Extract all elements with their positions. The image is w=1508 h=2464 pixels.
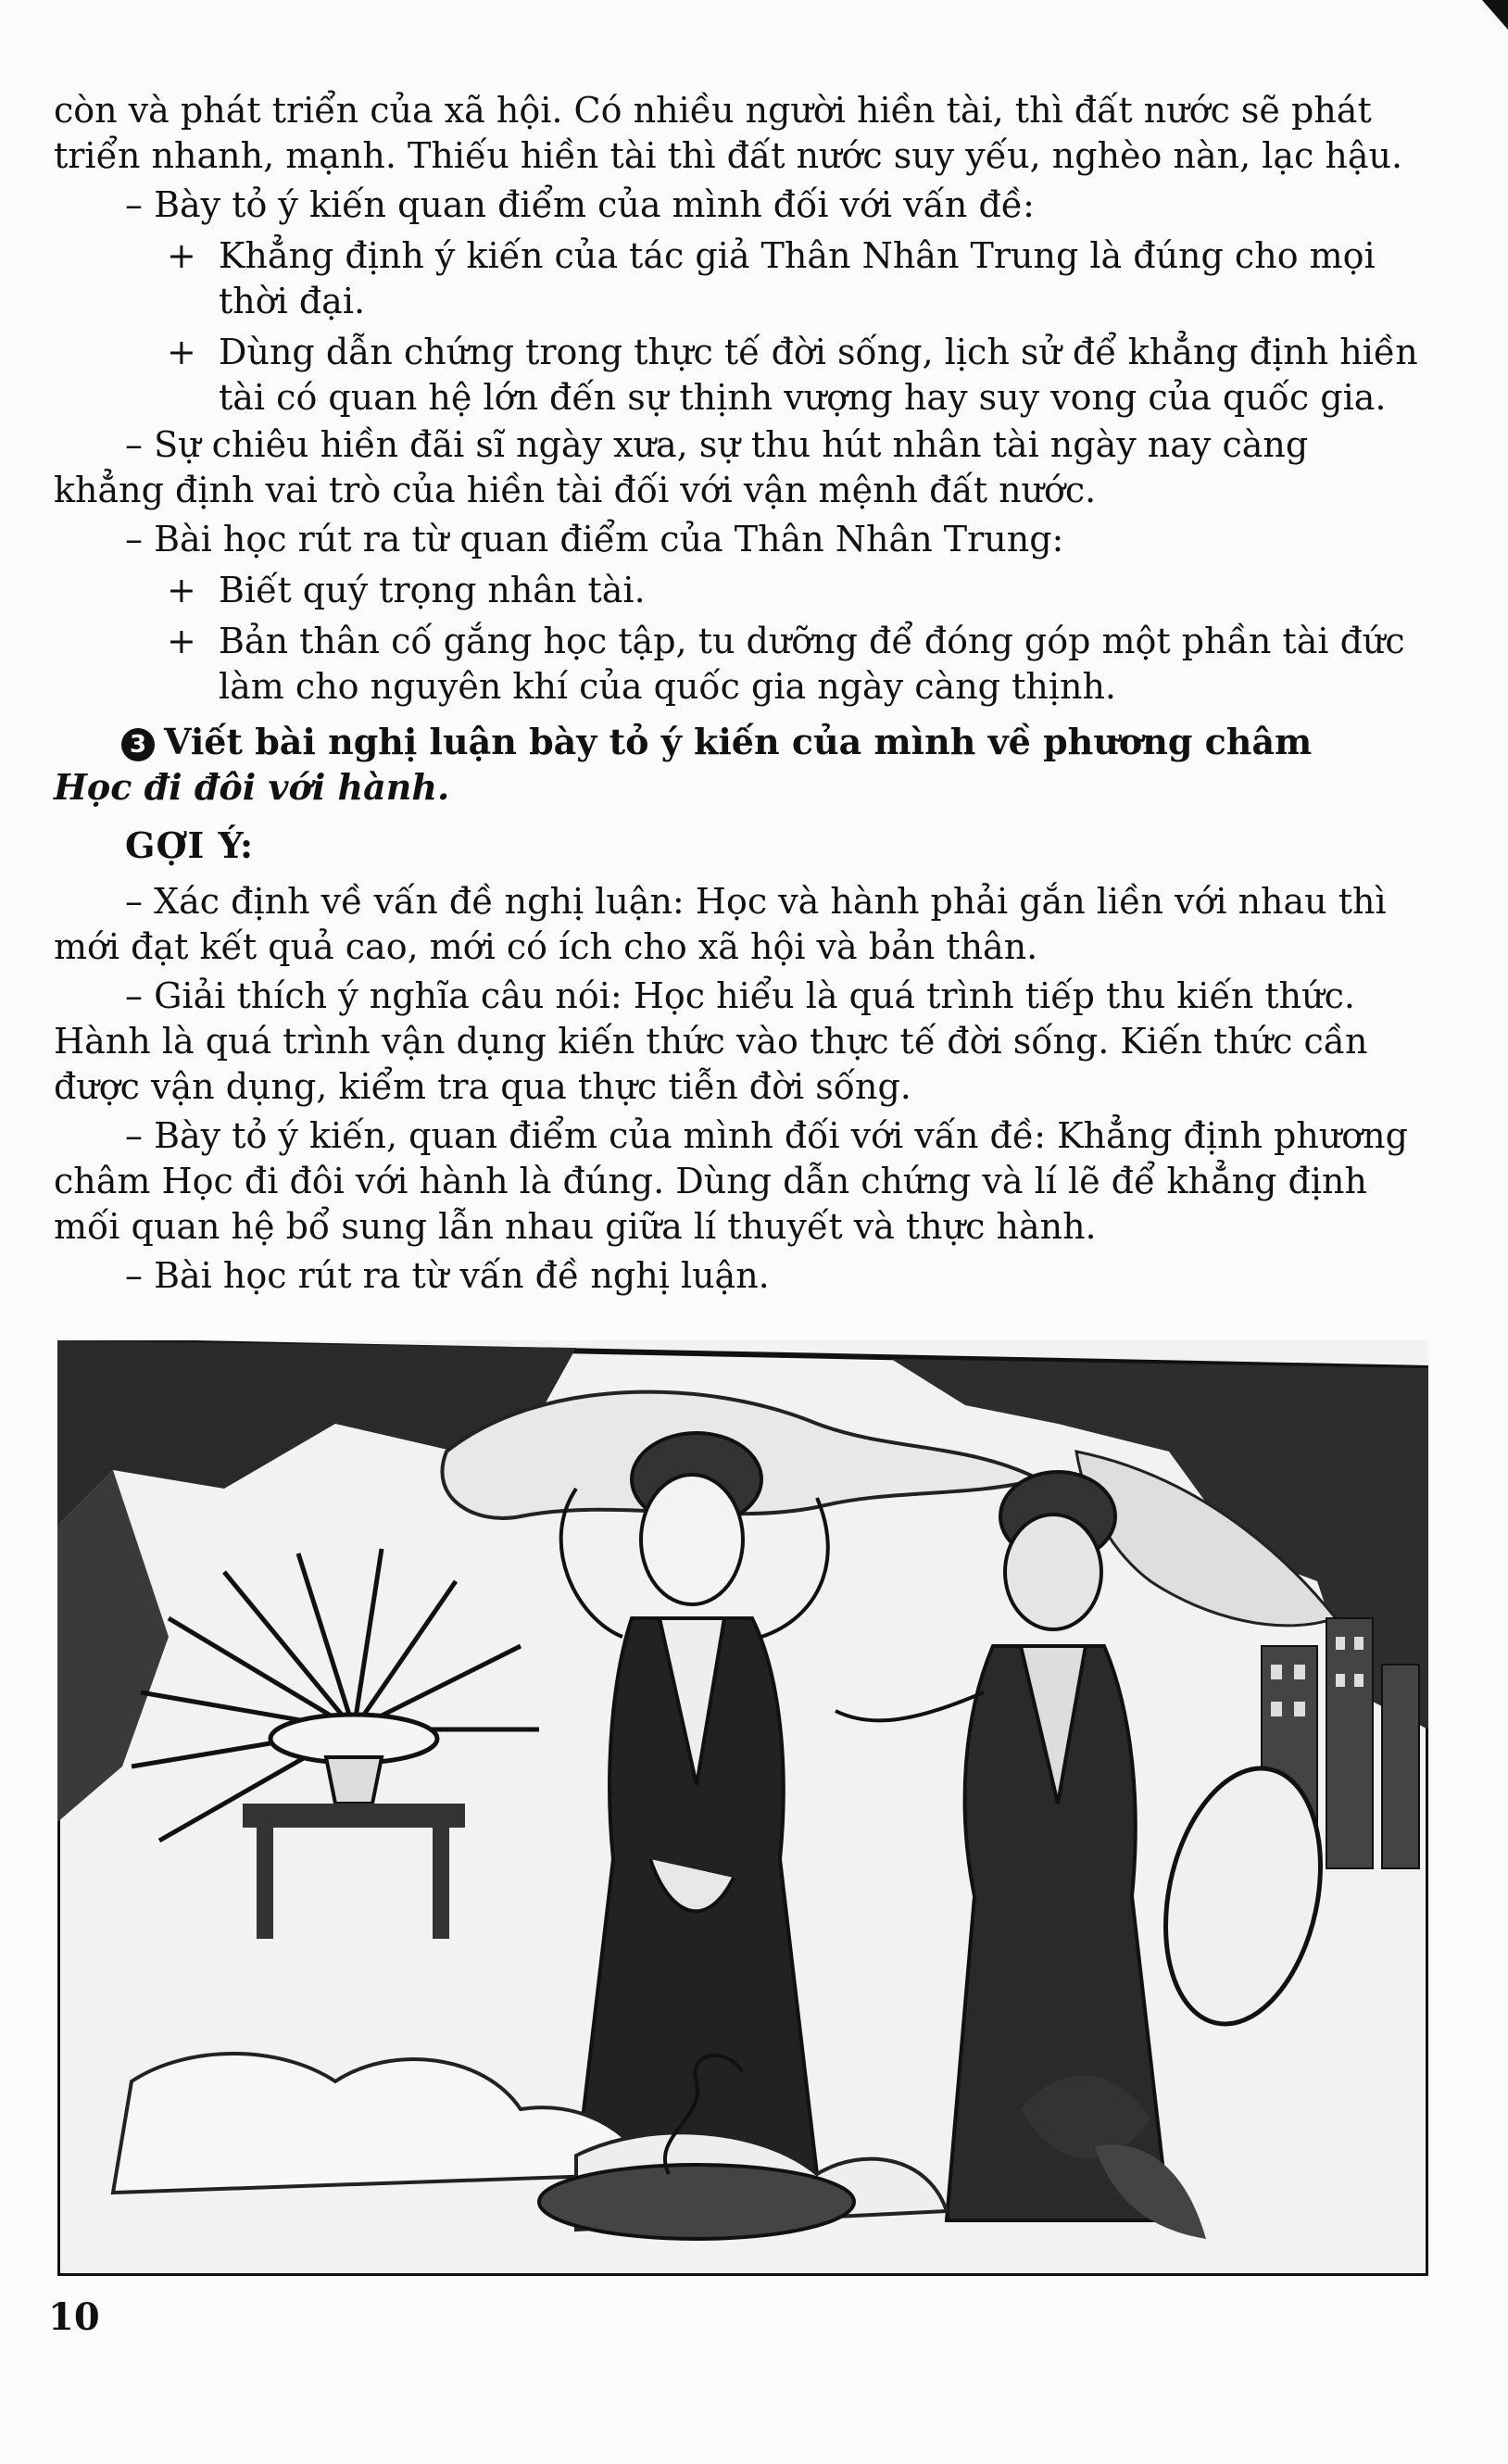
lesson-dash: – Bài học rút ra từ quan điểm của Thân Nhân Trung: <box>125 519 1064 559</box>
bullet-mark: + <box>167 570 196 610</box>
bullet-line: Biết quý trọng nhân tài. <box>219 570 646 610</box>
hint-paragraph <box>54 1113 1425 1250</box>
page-number: 10 <box>48 2295 100 2339</box>
exercise-number-badge: 3 <box>121 728 155 761</box>
hint-line: – Bày tỏ ý kiến, quan điểm của mình đối với vấn đề: Khẳng định phương <box>125 1115 1408 1156</box>
history-paragraph <box>54 422 1425 513</box>
hint-line: – Xác định về vấn đề nghị luận: Học và hành phải gắn liền với nhau thì <box>125 881 1387 922</box>
bullet-line: Khẳng định ý kiến của tác giả Thân Nhân Trung là đúng cho mọi <box>219 235 1376 276</box>
history-line: khẳng định vai trò của hiền tài đối với vận mệnh đất nước. <box>54 470 1097 510</box>
hint-paragraph <box>54 974 1425 1110</box>
hint-line: mới đạt kết quả cao, mới có ích cho xã hội và bản thân. <box>54 926 1038 967</box>
hint-paragraph <box>54 1253 1425 1299</box>
exercise-title-italic: Học đi đôi với hành. <box>54 766 450 808</box>
bullet-line: làm cho nguyên khí của quốc gia ngày càng thịnh. <box>219 666 1116 707</box>
bullet-line: Dùng dẫn chứng trong thực tế đời sống, lịch sử để khẳng định hiền <box>219 332 1418 372</box>
corner-mark <box>1471 0 1508 30</box>
hint-line: Hành là quá trình vận dụng kiến thức vào thực tế đời sống. Kiến thức cần <box>54 1021 1368 1062</box>
bullet-mark: + <box>167 621 196 661</box>
exercise-title-line: Viết bài nghị luận bày tỏ ý kiến của mình về phương châm <box>164 721 1313 762</box>
bullet-mark: + <box>167 235 196 276</box>
intro-line: còn và phát triển của xã hội. Có nhiều người hiền tài, thì đất nước sẽ phát <box>54 90 1372 131</box>
hint-line: – Bài học rút ra từ vấn đề nghị luận. <box>125 1255 770 1296</box>
hint-line: – Giải thích ý nghĩa câu nói: Học hiểu là quá trình tiếp thu kiến thức. <box>125 975 1355 1016</box>
hint-paragraph <box>54 879 1425 970</box>
hint-line: được vận dụng, kiểm tra qua thực tiễn đời sống. <box>54 1066 911 1107</box>
hint-line: châm Học đi đôi với hành là đúng. Dùng dẫn chứng và lí lẽ để khẳng định <box>54 1161 1367 1201</box>
lesson-bullet <box>54 568 1425 613</box>
opinion-dash: – Bày tỏ ý kiến quan điểm của mình đối với vấn đề: <box>125 184 1035 225</box>
text-block <box>54 88 1425 1302</box>
lesson-bullet <box>54 619 1425 710</box>
hint-heading: GỢI Ý: <box>125 824 255 866</box>
intro-line: triển nhanh, mạnh. Thiếu hiền tài thì đất nước suy yếu, nghèo nàn, lạc hậu. <box>54 135 1403 176</box>
bullet-line: Bản thân cố gắng học tập, tu dưỡng để đóng góp một phần tài đức <box>219 621 1405 661</box>
hint-line: mối quan hệ bổ sung lẫn nhau giữa lí thuyết và thực hành. <box>54 1206 1097 1247</box>
intro-paragraph <box>54 88 1425 179</box>
bullet-line: thời đại. <box>219 281 366 321</box>
opinion-bullet <box>54 330 1425 421</box>
bullet-mark: + <box>167 332 196 372</box>
woodcut-illustration-two-women-icon <box>57 1340 1428 2276</box>
exercise-title <box>54 719 1425 810</box>
history-line: – Sự chiêu hiền đãi sĩ ngày xưa, sự thu hút nhân tài ngày nay càng <box>125 424 1309 465</box>
opinion-bullet <box>54 233 1425 324</box>
bullet-line: tài có quan hệ lớn đến sự thịnh vượng hay suy vong của quốc gia. <box>219 377 1387 418</box>
